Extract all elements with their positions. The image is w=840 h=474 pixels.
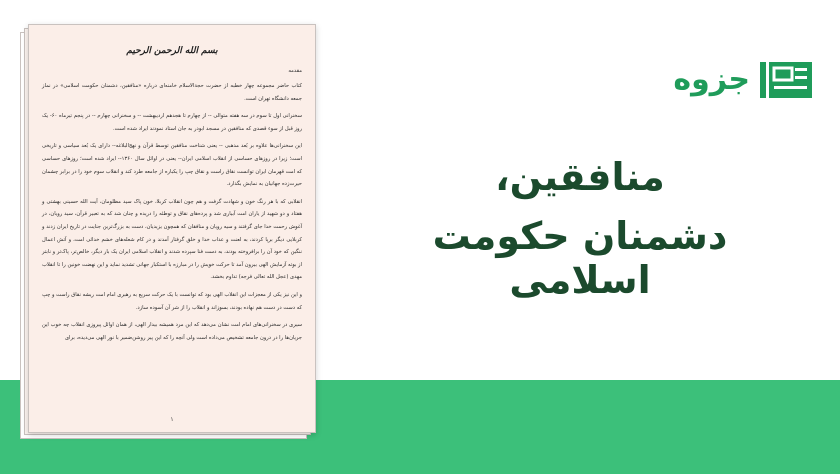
document-paragraph: کتاب حاضر مجموعه چهار خطبه از حضرت حجةالاسلام خامنه‌ای درباره «منافقین، دشمنان حکومت اسلامی» در نماز جمعه دانشگاه تهران است. (42, 83, 302, 102)
document-paragraph: و این نیز یکی از معجزات این انقلاب الهی بود که توانست با یک حرکت سریع به رهبری امام امت ریشه نقاق راست و چپ که دست در دست هم نهاده بودند، بسوزاند و انقلاب را از شر آن آسوده سازد. (42, 291, 302, 311)
basmala-heading: بسم الله الرحمن الرحیم (126, 46, 218, 56)
section-title: مقدمه (288, 68, 302, 74)
main-title-line-2: دشمنان حکومت اسلامی (432, 214, 728, 302)
brand-badge (673, 58, 812, 102)
document-paragraph: سیری در سخنرانی‌های امام امت نشان می‌دهد که این مرد همیشه بیدار الهی، از همان اوائل پیروزی انقلاب چه خوب این جریان‌ها را در درون جامعه تشخیص می‌داده است ولی آنچه را که این پیر روشن‌ضمیر با نور الهی می‌دیده، برای (42, 322, 302, 341)
page-number: ۱ (170, 416, 174, 423)
main-title-line-1: منافقین، (495, 155, 665, 199)
document-paragraph: سخنرانی اول تا سوم در سه هفته متوالی -- از چهارم تا هجدهم اردیبهشت -- و سخنرانی چهارم -- در پنجم تیرماه ۶۰- یک روز قبل از سوء قصدی که منافقین در مسجد ابوذر به جان استاد نمودند ایراد شده است. (42, 113, 302, 132)
brand-label: جزوه (673, 62, 750, 97)
document-paragraph: این سخنرانی‌ها علاوه بر بُعد مذهبی -- یعنی شناخت منافقین توسط قرآن و نهج‌البلاغه-- دارای یک بُعد سیاسی و تاریخی است؛ زیرا در روزهای حساسی از انقلاب اسلامی ایران-- یعنی در اوائل سال ۱۳۶۰-- ایراد شده است؛ روزهای حساسی که امت قهرمان ایران توانست نقاق راست و نقاق چپ را یکباره از جامعه طرد کند و انقلاب سوم خود را در برابر چشمان حیرت‌زده جهانیان به نمایش بگذارد. (42, 143, 302, 188)
document-content (28, 24, 316, 433)
document-paragraph: انقلابی که با هر رنگ خون و شهادت گرفت و هم چون انقلاب کربلا، خون پاک سید مظلومان، آیت الله حسینی بهشتی و هفتاد و دو شهید از یاران امت آبیاری شد و پرده‌های نقاق و توطئه را دریده و چنان شد که به تعبیر قرآن، سید رویان، در آغوش رحمت خدا جای گرفتند و سیه رویان و منافقان که همچون یزیدیان، دست به بزرگ‌ترین جنایت در تاریخ ایران زدند و کربلایی دیگر برپا کردند، به لعنت و عذاب خدا و خلق گرفتار آمدند و در کام شعله‌های خشم خدائی امت، و آتش اعمال ننگین که خود آن را برافروخته بودند، به دست فنا سپرده شدند و انقلاب اسلامی ایران یک بار دیگر، خالص‌تر، پاک‌تر و نابتر از بوته آزمایش الهی بیرون آمد تا حرکت خویش را در مبارزه با استکبار جهانی تشدید نماید و این نهضت خونین را تا انقلاب مهدی (عجل الله تعالی فرجه) تداوم بخشد. (42, 198, 302, 281)
newspaper-icon (760, 58, 812, 102)
